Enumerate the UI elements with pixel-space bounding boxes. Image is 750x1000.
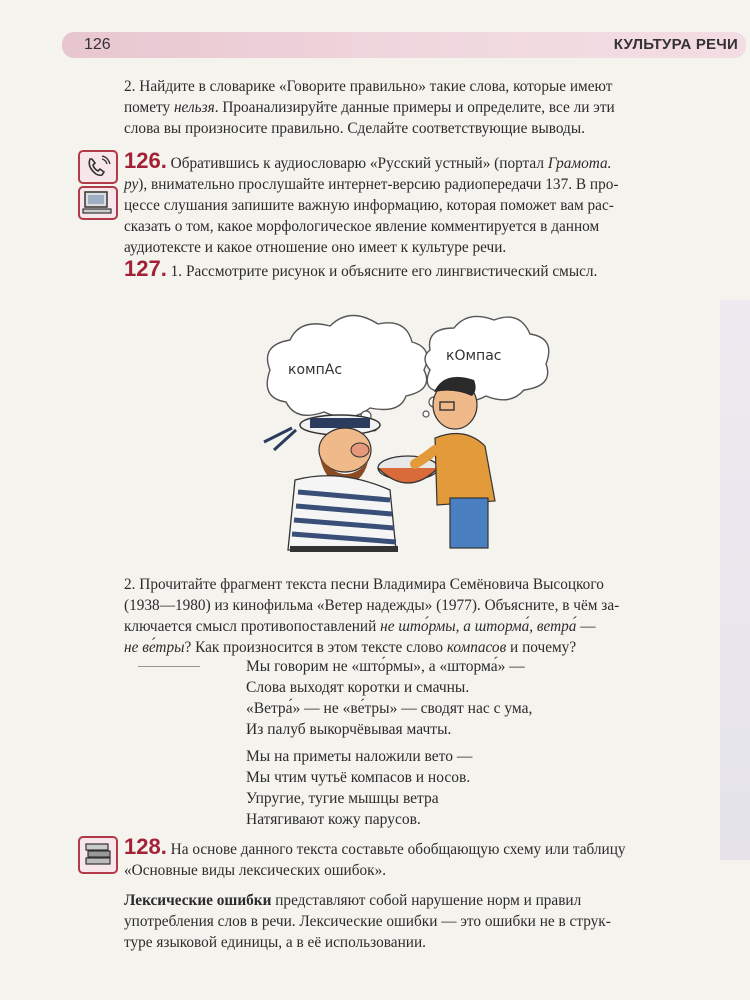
page-number: 126 [84, 36, 111, 53]
text-line: помету нельзя. Проанализируйте данные примеры и определите, все ли эти [124, 99, 615, 116]
poem-line: Мы на приметы наложили вето — [246, 748, 473, 765]
text-line: Лексические ошибки представляют собой нарушение норм и правил [124, 892, 582, 909]
text-line: 2. Прочитайте фрагмент текста песни Владимира Семёновича Высоцкого [124, 576, 604, 593]
exercise-number: 127. [124, 256, 167, 281]
page-edge-strip [720, 300, 750, 860]
text-line: ключается смысл противопоставлений не што́рмы, а шторма́, ветра́ — [124, 618, 596, 635]
running-title: КУЛЬТУРА РЕЧИ [613, 36, 738, 53]
text-line: не ве́тры? Как произносится в этом тексте слово компасов и почему? [124, 639, 577, 656]
poem-line: Слова выходят коротки и смачны. [246, 679, 470, 696]
text-line: слова вы произносите правильно. Сделайте соответствующие выводы. [124, 120, 585, 137]
poem-line: «Ветра́» — не «ве́тры» — сводят нас с ума, [246, 700, 533, 717]
text-line: «Основные виды лексических ошибок». [124, 862, 387, 879]
poem-line: Упругие, тугие мышцы ветра [246, 790, 439, 807]
exercise-127 [124, 258, 724, 282]
text-line: сказать о том, какое морфологическое явление комментируется в данном [124, 218, 600, 235]
lexical-errors-paragraph [124, 890, 724, 953]
exercise-number: 128. [124, 834, 167, 859]
phone-icon [78, 150, 118, 184]
exercise-128 [124, 836, 724, 881]
text-line: 127. 1. Рассмотрите рисунок и объясните его лингвистический смысл. [124, 256, 598, 281]
sailor-illustration [250, 310, 570, 560]
exercise-number: 126. [124, 148, 167, 173]
text-line: 128. На основе данного текста составьте обобщающую схему или таблицу [124, 834, 626, 859]
poem-line: Натягивают кожу парусов. [246, 811, 421, 828]
text-line: цессе слушания запишите важную информацию, которая поможет вам рас- [124, 197, 614, 214]
poem-stanza-1 [246, 656, 532, 740]
text-line: ру), внимательно прослушайте интернет-версию радиопередачи 137. В про- [124, 176, 619, 193]
text-line: туре языковой единицы, а в её использовании. [124, 934, 426, 951]
text-line: (1938—1980) из кинофильма «Ветер надежды» (1977). Объясните, в чём за- [124, 597, 620, 614]
poem-line: Мы говорим не «што́рмы», а «шторма́» — [246, 658, 525, 675]
text-line: употребления слов в речи. Лексические ошибки — это ошибки не в струк- [124, 913, 611, 930]
computer-icon [78, 186, 118, 220]
books-icon [78, 836, 118, 874]
exercise-126 [124, 150, 724, 258]
text-line: 126. Обратившись к аудиословарю «Русский устный» (портал Грамота. [124, 148, 612, 173]
poem-line: Из палуб выкорчёвывая мачты. [246, 721, 452, 738]
text-line: аудиотексте и какое отношение оно имеет к культуре речи. [124, 239, 507, 256]
bubble-left-text: компАс [288, 362, 343, 378]
poem-stanza-2 [246, 746, 472, 830]
task-2-song [124, 574, 724, 658]
bubble-right-text: кОмпас [446, 348, 502, 364]
task-2-dictionary [124, 76, 724, 139]
separator-dash [138, 666, 200, 667]
poem-line: Мы чтим чутьё компасов и носов. [246, 769, 471, 786]
text-line: 2. Найдите в словарике «Говорите правильно» такие слова, которые имеют [124, 78, 613, 95]
